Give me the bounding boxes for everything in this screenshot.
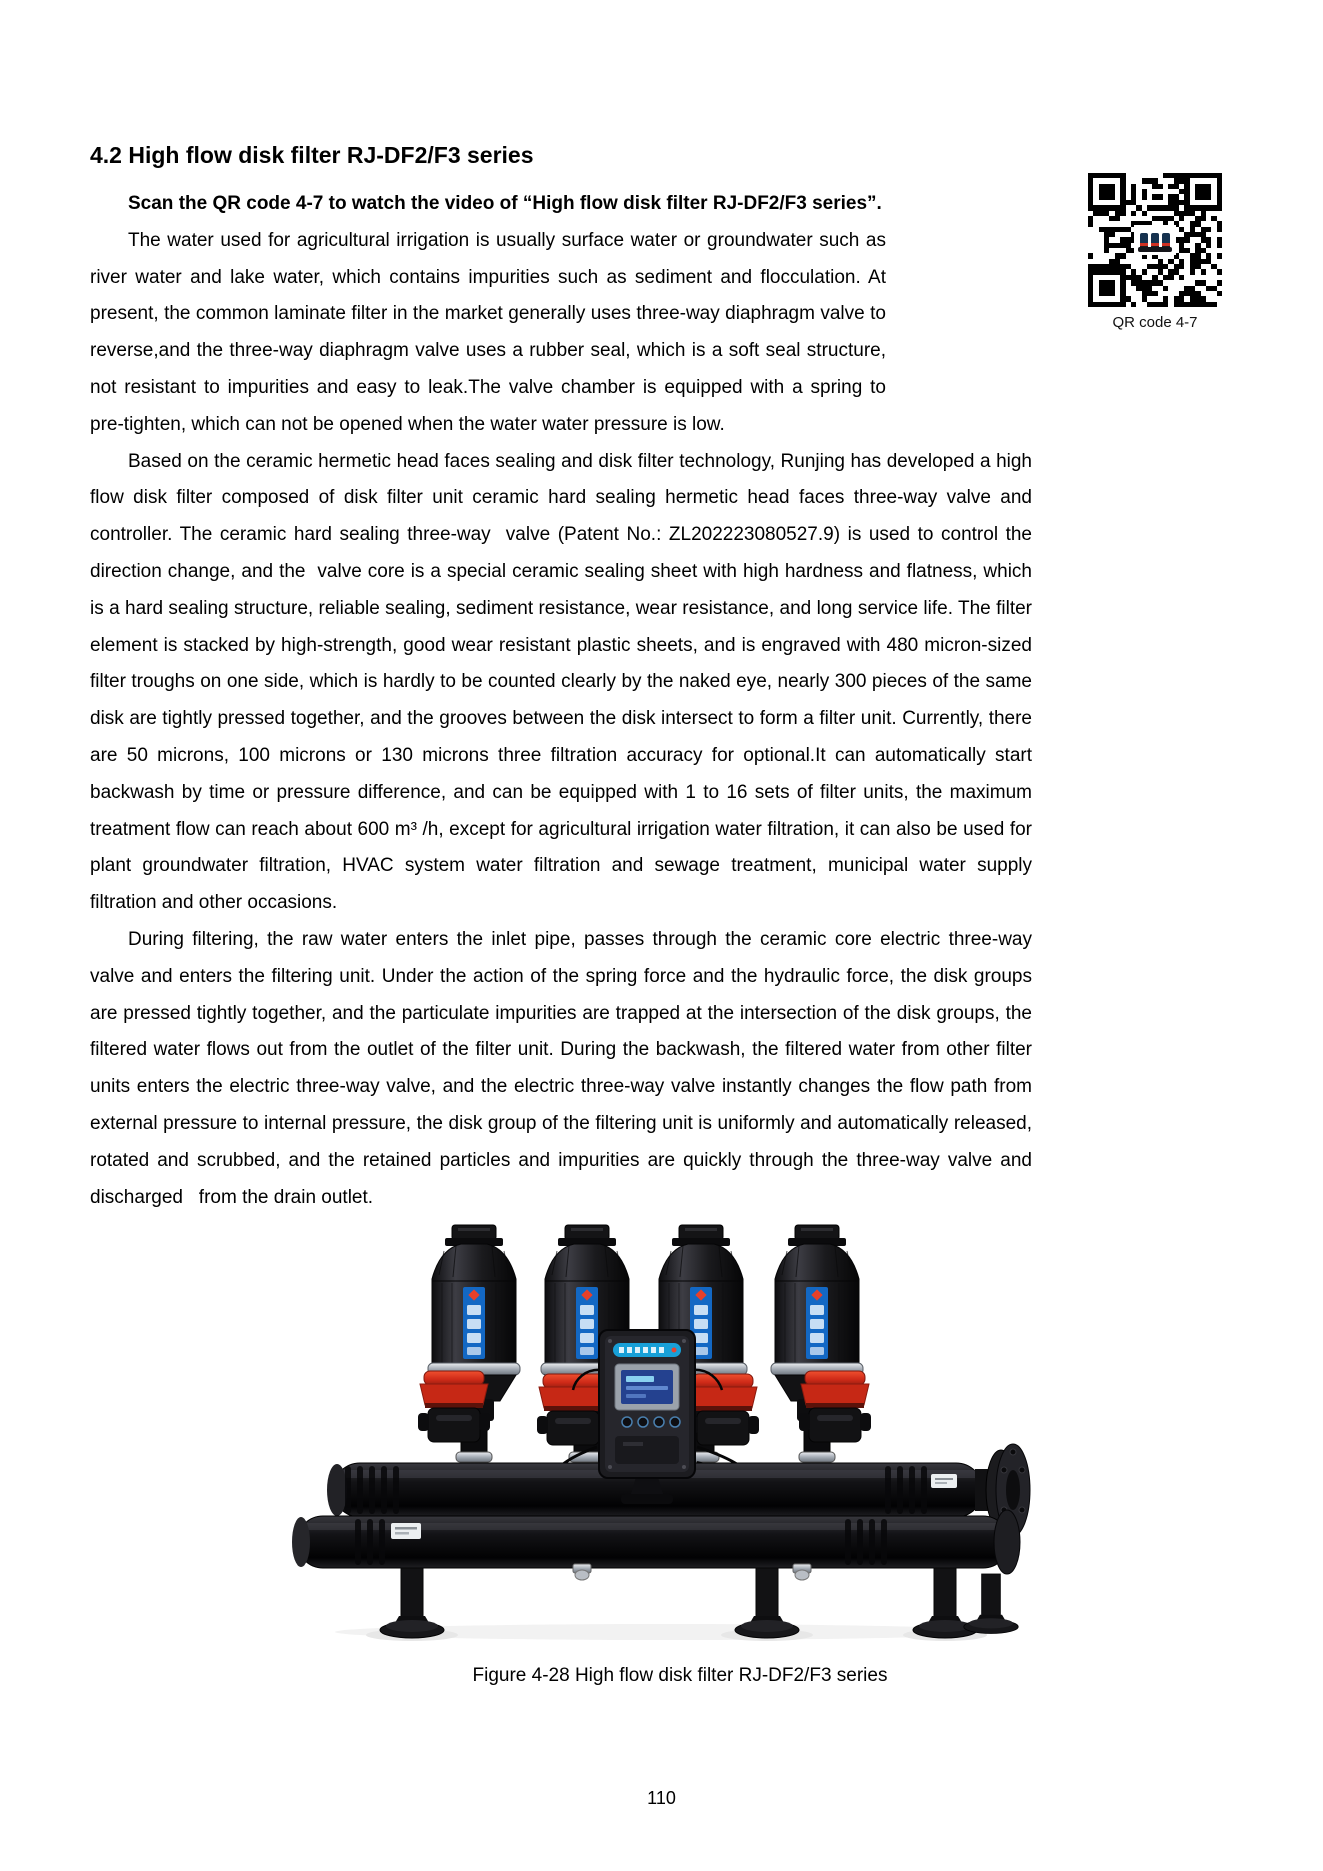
three-way-valve-actuator-3 bbox=[687, 1374, 759, 1445]
pipe-sticker-inlet bbox=[391, 1523, 421, 1539]
paragraph-technology: Based on the ceramic hermetic head faces sealing and disk filter technology, Runjing has developed a high flow disk filter composed of disk filter unit ceramic hard sealing hermetic head faces three-way valve and controller. The ceramic hard sealing three-way valve (Patent No.: ZL202223080527.9) is used to control the direction change, and the valve core is a special ceramic sealing sheet with high hardness and flatness, which is a hard sealing structure, reliable sealing, sediment resistance, wear resistance, and long service life. The filter element is stacked by high-strength, good wear resistant plastic sheets, and is engraved with 480 micron-sized filter troughs on one side, which is hardly to be counted clearly by the naked eye, nearly 300 pieces of the same disk are tightly pressed together, and the grooves between the disk intersect to form a filter unit. Currently, there are 50 microns, 100 microns or 130 microns three filtration accuracy for optional.It can automatically start backwash by time or pressure difference, and can be equipped with 1 to 16 sets of filter units, the maximum treatment flow can reach about 600 m³ /h, except for agricultural irrigation water filtration, it can also be used for plant groundwater filtration, HVAC system water filtration and sewage treatment, municipal water supply filtration and other occasions. bbox=[90, 450, 1038, 914]
pipe-sticker-outlet bbox=[931, 1474, 957, 1488]
three-way-valve-actuator-1 bbox=[418, 1371, 490, 1442]
page-number: 110 bbox=[647, 1788, 676, 1808]
paragraph-intro: The water used for agricultural irrigation is usually surface water or groundwater such as river water and lake water, which contains impurities such as sediment and flocculation. At present, the common laminate filter in the market generally uses three-way diaphragm valve to reverse,and the three-way diaphragm valve uses a rubber seal, which is a soft seal structure, not resistant to impurities and easy to leak.The valve chamber is equipped with a spring to pre-tighten, which can not be opened when the water water pressure is low. bbox=[90, 229, 892, 435]
text-column bbox=[90, 0, 1038, 1689]
support-leg-4 bbox=[964, 1574, 1018, 1634]
backwash-controller bbox=[599, 1330, 695, 1504]
qr-center-product-thumbnail bbox=[1134, 225, 1176, 255]
qr-code-icon bbox=[1088, 173, 1222, 307]
support-leg-2 bbox=[735, 1568, 799, 1638]
drain-fitting-1 bbox=[573, 1564, 591, 1580]
product-photo bbox=[285, 1222, 1075, 1642]
thumbnail-manifold bbox=[1138, 247, 1172, 252]
three-way-valve-actuator-4 bbox=[799, 1371, 871, 1442]
support-leg-1 bbox=[380, 1568, 444, 1638]
qr-caption: QR code 4-7 bbox=[1112, 314, 1198, 331]
section-heading: 4.2 High flow disk filter RJ-DF2/F3 series bbox=[90, 142, 534, 168]
paragraph-scan-notice: Scan the QR code 4-7 to watch the video of “High flow disk filter RJ-DF2/F3 series”. bbox=[128, 193, 882, 214]
qr-block bbox=[1088, 173, 1222, 332]
controller-screen bbox=[615, 1364, 679, 1410]
drain-fitting-2 bbox=[793, 1564, 811, 1580]
paragraph-process: During filtering, the raw water enters the inlet pipe, passes through the ceramic core electric three-way valve and enters the filtering unit. Under the action of the spring force and the hydraulic force, the disk groups are pressed tightly together, and the particulate impurities are trapped at the intersection of the disk groups, the filtered water flows out from the outlet of the filter unit. During the backwash, the filtered water from other filter units enters the electric three-way valve, and the electric three-way valve instantly changes the flow path from external pressure to internal pressure, the disk group of the filtering unit is uniformly and automatically released, rotated and scrubbed, and the retained particles and impurities are quickly through the three-way valve and discharged from the drain outlet. bbox=[90, 928, 1038, 1208]
product-figure bbox=[285, 1222, 1075, 1689]
figure-caption: Figure 4-28 High flow disk filter RJ-DF2/F3 series bbox=[472, 1665, 888, 1687]
qr-text-wrap-spacer bbox=[886, 186, 1032, 376]
